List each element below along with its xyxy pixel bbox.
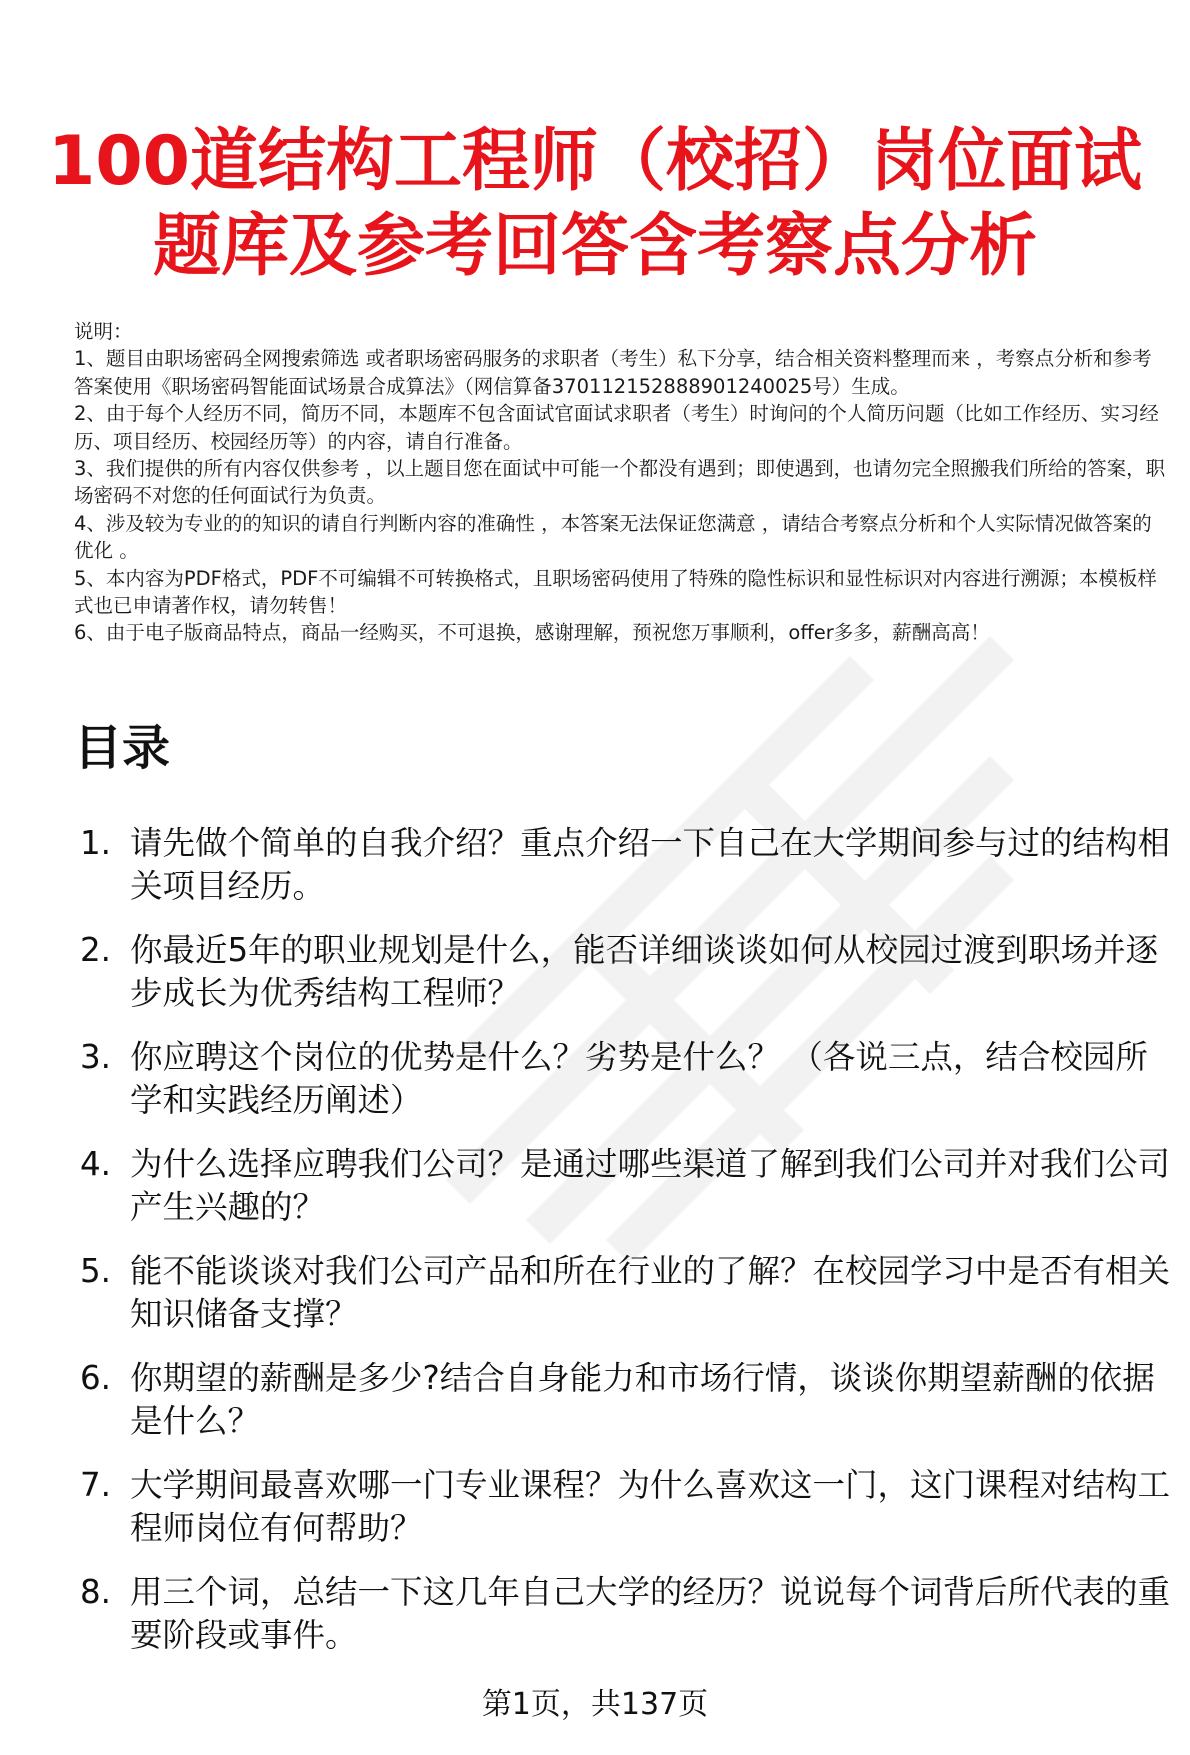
instructions-block bbox=[74, 318, 1166, 647]
toc-item-number: 6. bbox=[80, 1359, 112, 1397]
toc-item-number: 5. bbox=[80, 1252, 112, 1290]
toc-item[interactable] bbox=[74, 1036, 1174, 1122]
toc-item[interactable] bbox=[74, 1250, 1174, 1336]
toc-item-text: 你应聘这个岗位的优势是什么？劣势是什么？ （各说三点，结合校园所学和实践经历阐述） bbox=[130, 1038, 1148, 1119]
toc-item[interactable] bbox=[74, 1571, 1174, 1657]
instruction-item: 4、涉及较为专业的的知识的请自行判断内容的准确性 ，本答案无法保证您满意 ，请结合考察点分析和个人实际情况做答案的优化 。 bbox=[74, 511, 1152, 563]
instruction-item: 1、题目由职场密码全网搜索筛选 或者职场密码服务的求职者（考生）私下分享，结合相关资料整理而来 ，考察点分析和参考答案使用《职场密码智能面试场景合成算法》（网信算备370112152888901240025号）生成。 bbox=[74, 347, 1152, 398]
toc-item-number: 2. bbox=[80, 931, 112, 969]
toc-item-number: 4. bbox=[80, 1145, 112, 1183]
document-title-line-1: 100道结构工程师（校招）岗位面试 bbox=[48, 122, 1142, 201]
toc-item[interactable] bbox=[74, 929, 1174, 1015]
toc-item[interactable] bbox=[74, 1357, 1174, 1443]
instruction-item: 3、我们提供的所有内容仅供参考 ，以上题目您在面试中可能一个都没有遇到；即使遇到，也请勿完全照搬我们所给的答案，职场密码不对您的任何面试行为负责。 bbox=[74, 457, 1166, 508]
instruction-item: 5、本内容为PDF格式，PDF不可编辑不可转换格式，且职场密码使用了特殊的隐性标识和显性标识对内容进行溯源；本模板样式也已申请著作权，请勿转售！ bbox=[74, 566, 1157, 618]
instructions-heading: 说明： bbox=[74, 320, 133, 343]
toc-item-text: 你期望的薪酬是多少?结合自身能力和市场行情，谈谈你期望薪酬的依据是什么？ bbox=[130, 1359, 1155, 1440]
toc-item-number: 8. bbox=[80, 1573, 112, 1611]
instruction-item: 6、由于电子版商品特点，商品一经购买，不可退换，感谢理解，预祝您万事顺利，offer多多，薪酬高高！ bbox=[74, 621, 990, 645]
document-title-line-2: 题库及参考回答含考察点分析 bbox=[152, 207, 1037, 286]
instruction-item: 2、由于每个人经历不同，简历不同，本题库不包含面试官面试求职者（考生）时询问的个人简历问题（比如工作经历、实习经历、项目经历、校园经历等）的内容，请自行准备。 bbox=[74, 402, 1159, 453]
toc-item-text: 你最近5年的职业规划是什么，能否详细谈谈如何从校园过渡到职场并逐步成长为优秀结构工程师？ bbox=[130, 931, 1159, 1012]
table-of-contents bbox=[74, 822, 1174, 1678]
toc-item-number: 1. bbox=[80, 824, 112, 862]
toc-item[interactable] bbox=[74, 822, 1174, 908]
toc-item-text: 大学期间最喜欢哪一门专业课程？为什么喜欢这一门，这门课程对结构工程师岗位有何帮助？ bbox=[130, 1466, 1171, 1547]
toc-item-text: 能不能谈谈对我们公司产品和所在行业的了解？在校园学习中是否有相关知识储备支撑？ bbox=[130, 1252, 1171, 1333]
toc-item-number: 3. bbox=[80, 1038, 112, 1076]
page-number-footer: 第1页，共137页 bbox=[481, 1687, 709, 1722]
toc-item-text: 为什么选择应聘我们公司？是通过哪些渠道了解到我们公司并对我们公司产生兴趣的？ bbox=[130, 1145, 1171, 1226]
toc-item-text: 用三个词，总结一下这几年自己大学的经历？说说每个词背后所代表的重要阶段或事件。 bbox=[130, 1573, 1171, 1654]
toc-item[interactable] bbox=[74, 1464, 1174, 1550]
toc-item[interactable] bbox=[74, 1143, 1174, 1229]
toc-item-text: 请先做个简单的自我介绍？重点介绍一下自己在大学期间参与过的结构相关项目经历。 bbox=[130, 824, 1171, 905]
toc-heading: 目录 bbox=[74, 720, 171, 776]
toc-item-number: 7. bbox=[80, 1466, 112, 1504]
